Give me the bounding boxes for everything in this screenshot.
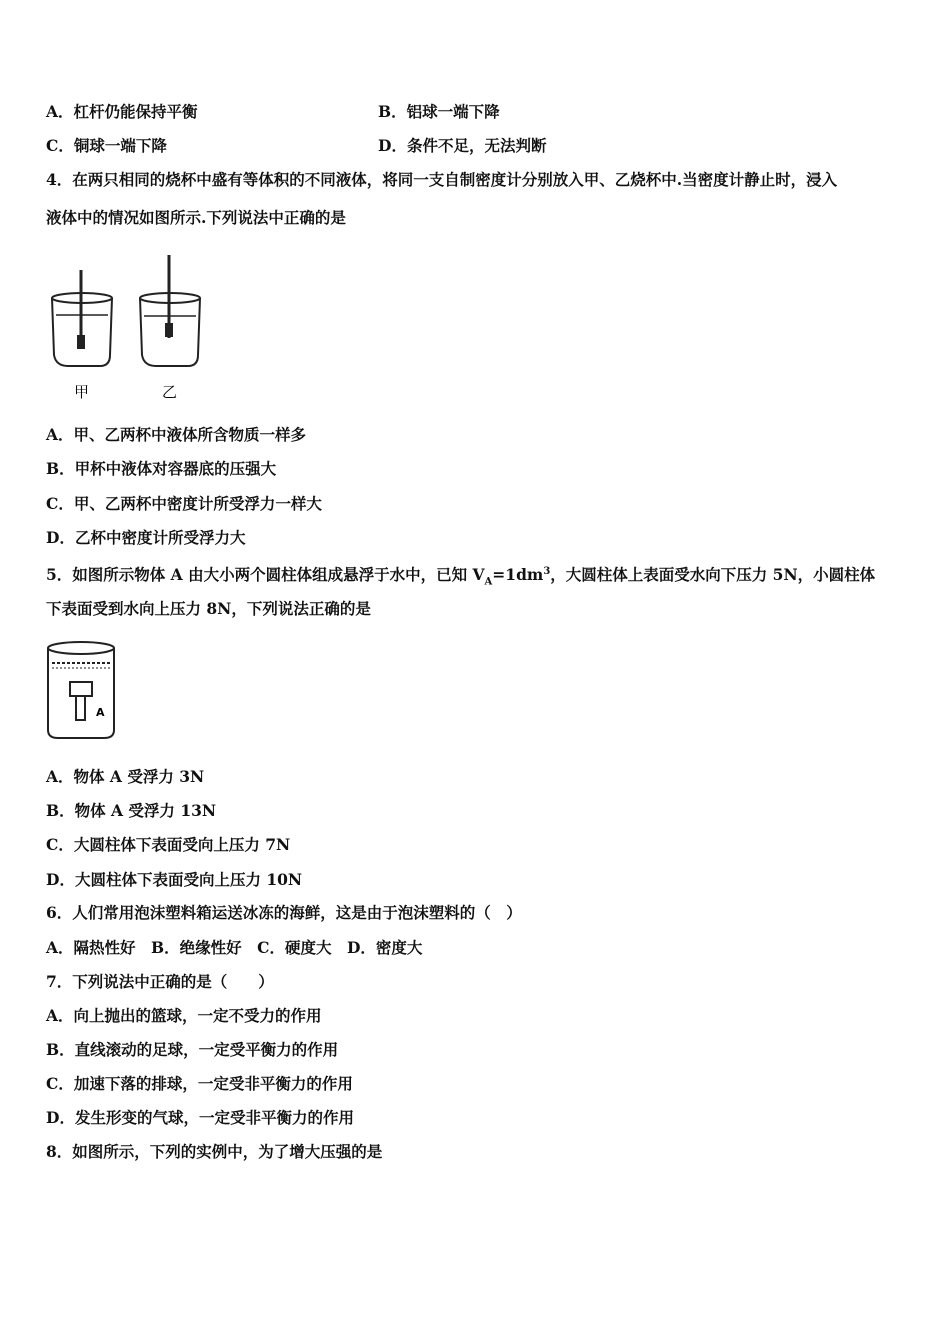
- q5-option-d: D．大圆柱体下表面受向上压力 10N: [46, 870, 303, 889]
- q5-option-c: C．大圆柱体下表面受向上压力 7N: [46, 835, 291, 854]
- q3-option-d: D．条件不足，无法判断: [378, 136, 547, 155]
- q5-stem-line2: 下表面受到水向上压力 8N，下列说法正确的是: [46, 599, 371, 618]
- beaker-jia: [52, 270, 112, 366]
- q4-stem-line1: 4．在两只相同的烧杯中盛有等体积的不同液体，将同一支自制密度计分别放入甲、乙烧杯中.当密度计静止时，浸入: [46, 170, 838, 189]
- q5-container-figure: [44, 638, 118, 744]
- q5-option-a: A．物体 A 受浮力 3N: [46, 767, 205, 786]
- label-yi: 乙: [162, 383, 178, 401]
- q3-option-c: C．铜球一端下降: [46, 136, 167, 155]
- q3-option-a: A．杠杆仍能保持平衡: [46, 102, 198, 121]
- q7-option-a: A．向上抛出的篮球，一定不受力的作用: [46, 1006, 322, 1025]
- q4-stem-line2: 液体中的情况如图所示.下列说法中正确的是: [46, 208, 346, 227]
- object-a-label: A: [96, 706, 105, 719]
- q7-option-d: D．发生形变的气球，一定受非平衡力的作用: [46, 1108, 354, 1127]
- q6-stem: 6．人们常用泡沫塑料箱运送冰冻的海鲜，这是由于泡沫塑料的（ ）: [46, 903, 522, 922]
- beaker-yi: [140, 255, 200, 366]
- q4-option-c: C．甲、乙两杯中密度计所受浮力一样大: [46, 494, 322, 513]
- q4-option-b: B．甲杯中液体对容器底的压强大: [46, 459, 277, 478]
- label-jia: 甲: [74, 383, 90, 401]
- q4-beakers-figure: [44, 250, 214, 405]
- q7-option-b: B．直线滚动的足球，一定受平衡力的作用: [46, 1040, 339, 1059]
- q5-option-b: B．物体 A 受浮力 13N: [46, 801, 217, 820]
- q4-option-d: D．乙杯中密度计所受浮力大: [46, 528, 246, 547]
- q7-stem: 7．下列说法中正确的是（ ）: [46, 972, 274, 991]
- q4-option-a: A．甲、乙两杯中液体所含物质一样多: [46, 425, 307, 444]
- q7-option-c: C．加速下落的排球，一定受非平衡力的作用: [46, 1074, 353, 1093]
- q6-options: A．隔热性好 B．绝缘性好 C．硬度大 D．密度大: [46, 938, 423, 957]
- q8-stem: 8．如图所示，下列的实例中，为了增大压强的是: [46, 1142, 383, 1161]
- q3-option-b: B．铝球一端下降: [378, 102, 500, 121]
- q5-stem-line1: 5．如图所示物体 A 由大小两个圆柱体组成悬浮于水中，已知 $V_A=1dm^3$，大圆柱体上表面受水向下压力 5N，小圆柱体: [46, 565, 876, 588]
